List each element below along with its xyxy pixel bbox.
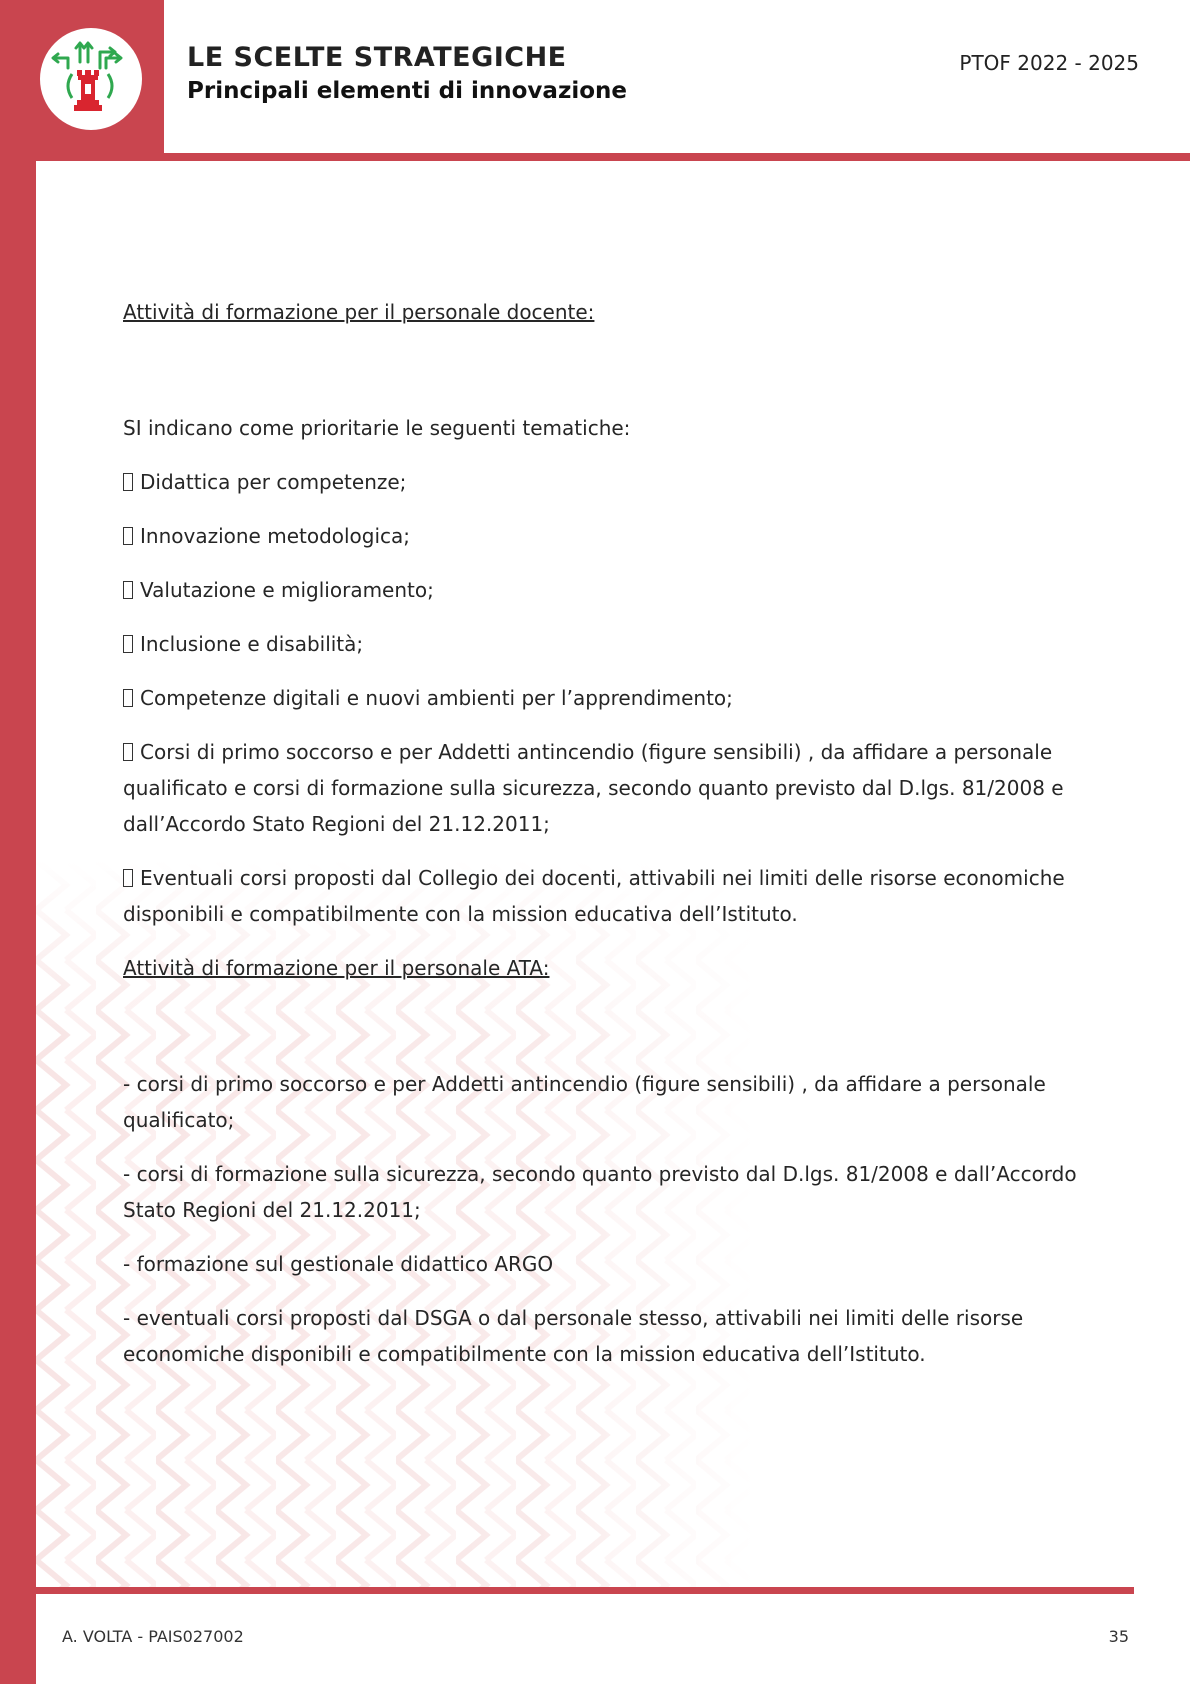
- section-heading-ata: Attività di formazione per il personale ATA:: [123, 956, 550, 980]
- list-item: Corsi di primo soccorso e per Addetti antincendio (figure sensibili) , da affidare a personale qualificato e corsi di formazione sulla sicurezza, secondo quanto previsto dal D.lgs. 81/2008 e dall’Accordo Stato Regioni del 21.12.2011;: [123, 740, 1064, 836]
- bullet-glyph-icon: [123, 689, 133, 707]
- page-title: LE SCELTE STRATEGICHE: [187, 42, 567, 73]
- bullet-glyph-icon: [123, 869, 133, 887]
- list-item: - corsi di primo soccorso e per Addetti antincendio (figure sensibili) , da affidare a personale qualificato;: [123, 1072, 1046, 1132]
- list-item: Valutazione e miglioramento;: [123, 572, 1103, 608]
- list-item: - eventuali corsi proposti dal DSGA o dal personale stesso, attivabili nei limiti delle risorse economiche disponibili e compatibilmente con la mission educativa dell’Istituto.: [123, 1306, 1024, 1366]
- header-logo-block: [0, 0, 164, 161]
- footer-divider: [36, 1587, 1134, 1594]
- main-content: [123, 294, 1103, 1372]
- header-divider: [36, 153, 1190, 161]
- bullet-glyph-icon: [123, 581, 133, 599]
- bullet-glyph-icon: [123, 527, 133, 545]
- bullet-glyph-icon: [123, 743, 133, 761]
- bullet-glyph-icon: [123, 635, 133, 653]
- list-item: - corsi di formazione sulla sicurezza, secondo quanto previsto dal D.lgs. 81/2008 e dall’Accordo Stato Regioni del 21.12.2011;: [123, 1162, 1077, 1222]
- bullet-glyph-icon: [123, 473, 133, 491]
- list-item: Competenze digitali e nuovi ambienti per l’apprendimento;: [123, 680, 1103, 716]
- intro-text: SI indicano come prioritarie le seguenti tematiche:: [123, 416, 631, 440]
- page-number: 35: [1108, 1627, 1129, 1646]
- list-item: Inclusione e disabilità;: [123, 626, 1103, 662]
- list-item: - formazione sul gestionale didattico ARGO: [123, 1252, 554, 1276]
- list-item: Innovazione metodologica;: [123, 518, 1103, 554]
- section-heading-docenti: Attività di formazione per il personale docente:: [123, 300, 595, 324]
- ptof-label: PTOF 2022 - 2025: [959, 51, 1139, 75]
- left-accent-bar: [0, 0, 36, 1684]
- school-tower-logo-icon: [40, 28, 142, 130]
- list-item: Didattica per competenze;: [123, 464, 1103, 500]
- list-item: Eventuali corsi proposti dal Collegio dei docenti, attivabili nei limiti delle risorse economiche disponibili e compatibilmente con la mission educativa dell’Istituto.: [123, 866, 1065, 926]
- page-subtitle: Principali elementi di innovazione: [187, 78, 627, 104]
- footer-school-code: A. VOLTA - PAIS027002: [62, 1627, 244, 1646]
